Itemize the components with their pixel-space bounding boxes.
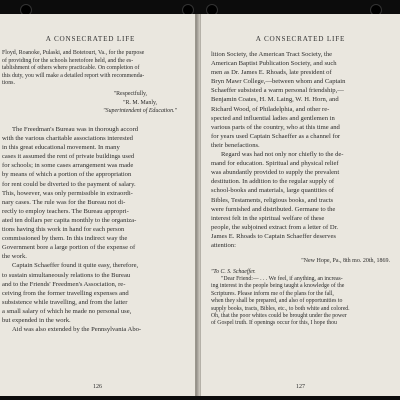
text-line: ated ten dollars per capita monthly to the organiza- <box>2 216 137 224</box>
text-line: commissioned by them. In this indirect way the <box>2 235 128 243</box>
left-page <box>0 14 196 396</box>
text-line: American Baptist Publication Society, and such <box>211 60 337 68</box>
text-line: nary cases. The rule was for the Bureau not di- <box>2 198 126 206</box>
letter-body <box>201 276 400 328</box>
text-line: and to the Friends' Freedmen's Association, re- <box>2 280 126 288</box>
body-paragraph <box>0 261 195 325</box>
text-line: "Dear Friend:— . . . We feel, if anything, an increas- <box>221 275 343 282</box>
text-line: for rent could be diverted to the payment of salary. <box>2 180 136 188</box>
text-line: the work. <box>2 253 27 261</box>
text-line: tablishment of others where practicable. On completion of <box>2 65 140 71</box>
text-line: ceiving from the former travelling expenses and <box>2 289 129 297</box>
text-line: tions having this work in hand for each person <box>2 226 125 234</box>
body-paragraph <box>201 150 400 250</box>
text-line: James E. Rhoads to Captain Schaeffer deserves <box>211 232 336 240</box>
text-line: men as Dr. James E. Rhoads, late president of <box>211 69 332 77</box>
text-line: Floyd, Roanoke, Pulaski, and Botetourt, Va., for the purpose <box>2 50 145 56</box>
text-line: Aid was also extended by the Pennsylvania Abo- <box>12 326 142 334</box>
text-line: this duty, you will make a detailed report with recommenda- <box>2 72 145 79</box>
signature-title: "Superintendent of Education." <box>103 107 177 114</box>
text-line: interest felt in the spiritual welfare of these <box>211 214 325 222</box>
body-paragraph <box>0 325 195 334</box>
text-line: in this great educational movement. In many <box>2 144 120 152</box>
text-line: to sustain simultaneously relations to the Bureau <box>2 271 131 279</box>
text-line: supply books, tracts, Bibles, etc., to both white and colored. <box>211 305 350 312</box>
signature: "R. M. Manly, <box>123 100 157 106</box>
text-line: people, the subjoined extract from a letter of Dr. <box>211 223 339 231</box>
text-line: mand for education. Spiritual and physical relief <box>211 160 339 168</box>
text-line: Oh, that the poor whites could be brought under the power <box>211 313 347 319</box>
text-line: of providing for the schools heretofore held, and the es- <box>2 57 134 64</box>
text-line: Schaeffer subsisted a warm personal friendship,— <box>211 87 344 95</box>
right-page <box>200 14 400 396</box>
letter-fragment <box>0 50 195 115</box>
running-head: A CONSECRATED LIFE <box>45 35 136 43</box>
text-line: Benjamin Coates, H. M. Laing, W. H. Horn, and <box>211 96 339 104</box>
page-number: 127 <box>296 384 305 390</box>
letter-closing: "Respectfully, <box>113 90 147 97</box>
text-line: Government bore a large portion of the expense of <box>2 244 136 252</box>
text-line: tions. <box>2 80 15 86</box>
text-line: with the various charitable associations interested <box>2 135 133 143</box>
text-line: but expended in the work. <box>2 316 71 324</box>
text-line: destitution. In addition to the regular supply of <box>211 178 335 186</box>
text-line: Bibles, Testaments, religious books, and tracts <box>211 196 334 204</box>
text-line: lition Society, the American Tract Society, the <box>211 51 333 58</box>
text-line: were furnished and distributed. Germane to the <box>211 205 336 213</box>
body-paragraph <box>201 50 400 150</box>
text-line: subsistence while travelling, and from the latter <box>2 298 128 306</box>
letter-date: "New Hope, Pa., 8th mo. 20th, 1869. <box>301 258 390 265</box>
text-line: by means of which a portion of the appropriation <box>2 171 132 179</box>
text-line: attention: <box>211 241 236 249</box>
text-line: when they shall be prepared, and also of opportunities to <box>211 298 343 305</box>
text-line: was abundantly provided to supply the prevalent <box>211 169 340 177</box>
text-line: cases it assumed the rent of private buildings used <box>2 153 135 161</box>
text-line: Regard was had not only nor chiefly to the de- <box>221 151 344 159</box>
text-line: their benefactions. <box>211 141 260 149</box>
text-line: rectly to employ teachers. The Bureau appropri- <box>2 207 129 215</box>
text-line: Captain Schaeffer found it quite easy, therefore, <box>12 262 139 270</box>
text-line: Bryn Mawr College,—between whom and Captain <box>211 78 346 86</box>
text-line: school-books and materials, large quantities of <box>211 187 334 195</box>
running-head: A CONSECRATED LIFE <box>255 35 346 43</box>
text-line: of Gospel truth. If openings occur for this, I hope thou <box>211 320 337 327</box>
text-line: for years used Captain Schaeffer as a channel for <box>211 132 341 140</box>
text-line: various parts of the country, who at this time and <box>211 123 340 131</box>
letter-salutation: "To C. S. Schaeffer. <box>211 268 256 275</box>
text-line: a small salary of which he made no personal use, <box>2 307 132 315</box>
text-line: This, however, was only permissible in extraordi- <box>2 189 133 197</box>
text-line: Richard Wood, of Philadelphia, and other re- <box>211 105 330 113</box>
text-line: spected and influential ladies and gentlemen in <box>211 114 335 122</box>
text-line: ing interest in the people being taught a knowledge of the <box>211 283 345 290</box>
body-paragraph <box>0 125 195 261</box>
page-number: 126 <box>93 384 102 390</box>
text-line: The Freedman's Bureau was in thorough accord <box>12 126 139 133</box>
text-line: Scriptures. Please inform me of the plans for the fall, <box>211 290 334 297</box>
text-line: for schools; in some cases arrangement was made <box>2 162 134 170</box>
